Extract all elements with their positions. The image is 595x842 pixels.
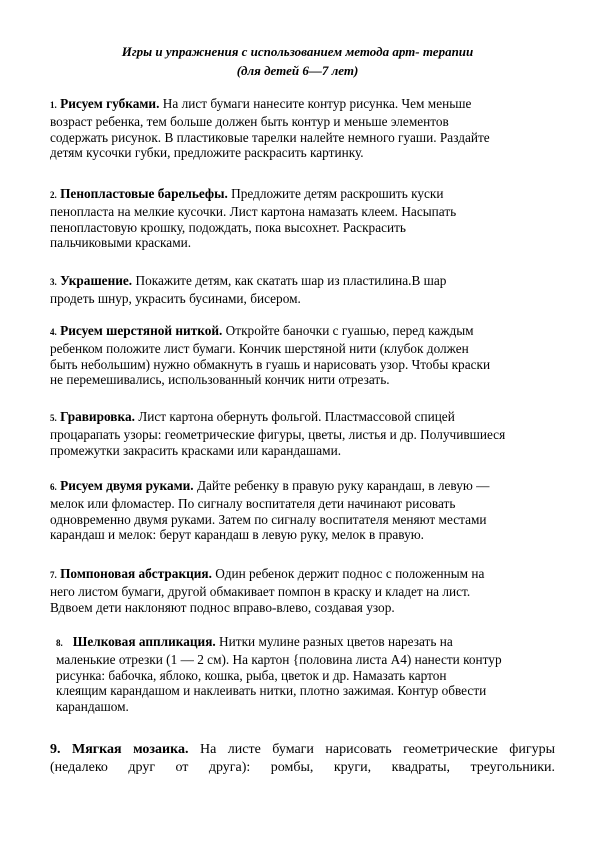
item-text: Покажите детям, как скатать шар из пластилина.В шар xyxy=(132,273,447,288)
item-number: 3. xyxy=(50,277,57,287)
exercise-4 xyxy=(50,323,555,388)
item-heading: Украшение. xyxy=(60,273,133,288)
exercise-2 xyxy=(50,186,555,251)
line: не перемешивались, использованный кончик нити отрезать. xyxy=(50,372,390,388)
item-number: 6. xyxy=(50,482,57,492)
item-text: Дайте ребенку в правую руку карандаш, в левую — xyxy=(193,478,490,493)
item-number: 1. xyxy=(50,100,57,110)
item-heading: Помпоновая абстракция. xyxy=(60,566,212,581)
item-heading: Мягкая мозаика. xyxy=(72,742,189,757)
item-number: 9. xyxy=(50,742,61,757)
line: пальчиковыми красками. xyxy=(50,235,192,251)
line: рисунка: бабочка, яблоко, кошка, рыба, цветок и др. Намазать картон xyxy=(56,667,447,683)
line: детям кусочки губки, предложите раскрасить картинку. xyxy=(50,145,364,161)
item-text: Предложите детям раскрошить куски xyxy=(227,186,444,201)
line xyxy=(50,323,555,341)
line xyxy=(50,566,555,584)
line: мелок или фломастер. По сигналу воспитателя дети начинают рисовать xyxy=(50,495,456,511)
line: карандашом. xyxy=(56,699,129,715)
line xyxy=(50,186,555,204)
line xyxy=(50,409,555,427)
item-number: 8. xyxy=(56,638,63,648)
item-heading: Рисуем шерстяной ниткой. xyxy=(60,323,223,338)
line: промежутки закрасить красками или карандашами. xyxy=(50,442,342,458)
exercise-8 xyxy=(56,634,555,715)
item-text: На листе бумаги нарисовать геометрические фигуры xyxy=(188,742,555,757)
line xyxy=(50,273,555,291)
line: пенопласта на мелкие кусочки. Лист картона намазать клеем. Насыпать xyxy=(50,203,457,219)
exercise-6 xyxy=(50,478,555,543)
item-heading: Шелковая аппликация. xyxy=(72,634,216,649)
exercise-9 xyxy=(50,741,555,777)
item-number: 7. xyxy=(50,570,57,580)
item-text: Нитки мулине разных цветов нарезать на xyxy=(215,634,453,649)
line: процарапать узоры: геометрические фигуры, цветы, листья и др. Получившиеся xyxy=(50,426,506,442)
line: него листом бумаги, другой обмакивает помпон в краску и кладет на лист. xyxy=(50,583,471,599)
item-number: 5. xyxy=(50,413,57,423)
item-heading: Рисуем двумя руками. xyxy=(60,478,194,493)
line xyxy=(50,741,555,759)
line: карандаш и мелок: берут карандаш в левую руку, мелок в правую. xyxy=(50,527,424,543)
line: пенопластовую крошку, подождать, пока высохнет. Раскрасить xyxy=(50,219,406,235)
line: маленькие отрезки (1 — 2 см). На картон {половина листа А4) нанести контур xyxy=(56,651,502,667)
exercise-1 xyxy=(50,96,555,161)
line: одновременно двумя руками. Затем по сигналу воспитателя меняют местами xyxy=(50,511,487,527)
item-heading: Гравировка. xyxy=(60,409,135,424)
line: содержать рисунок. В пластиковые тарелки налейте немного гуаши. Раздайте xyxy=(50,129,490,145)
item-heading: Рисуем губками. xyxy=(60,96,160,111)
line: (недалеко друг от друга): ромбы, круги, квадраты, треугольники. xyxy=(50,760,555,775)
line: возраст ребенка, тем больше должен быть контур и меньше элементов xyxy=(50,113,449,129)
exercise-3 xyxy=(50,273,555,307)
item-heading: Пенопластовые барельефы. xyxy=(60,186,228,201)
line: клеящим карандашом и наклеивать нитки, плотно зажимая. Контур обвести xyxy=(56,683,487,699)
line: Вдвоем дети наклоняют поднос вправо-влево, создавая узор. xyxy=(50,599,395,615)
line xyxy=(56,634,555,652)
line xyxy=(50,478,555,496)
item-text: На лист бумаги нанесите контур рисунка. Чем меньше xyxy=(159,96,472,111)
page-title: Игры и упражнения с использованием метода арт- терапии xyxy=(121,44,474,59)
line: ребенком положите лист бумаги. Кончик шерстяной нити (клубок должен xyxy=(50,340,469,356)
exercise-5 xyxy=(50,409,555,458)
exercise-7 xyxy=(50,566,555,615)
item-text: Один ребенок держит поднос с положенным на xyxy=(211,566,485,581)
line: продеть шнур, украсить бусинами, бисером. xyxy=(50,290,301,306)
item-number: 2. xyxy=(50,190,57,200)
line xyxy=(50,96,555,114)
item-text: Откройте баночки с гуашью, перед каждым xyxy=(222,323,474,338)
page-subtitle: (для детей 6—7 лет) xyxy=(236,63,359,78)
item-number: 4. xyxy=(50,327,57,337)
line: быть небольшим) нужно обмакнуть в гуашь и нарисовать узор. Чтобы краски xyxy=(50,356,491,372)
item-text: Лист картона обернуть фольгой. Пластмассовой спицей xyxy=(134,409,455,424)
